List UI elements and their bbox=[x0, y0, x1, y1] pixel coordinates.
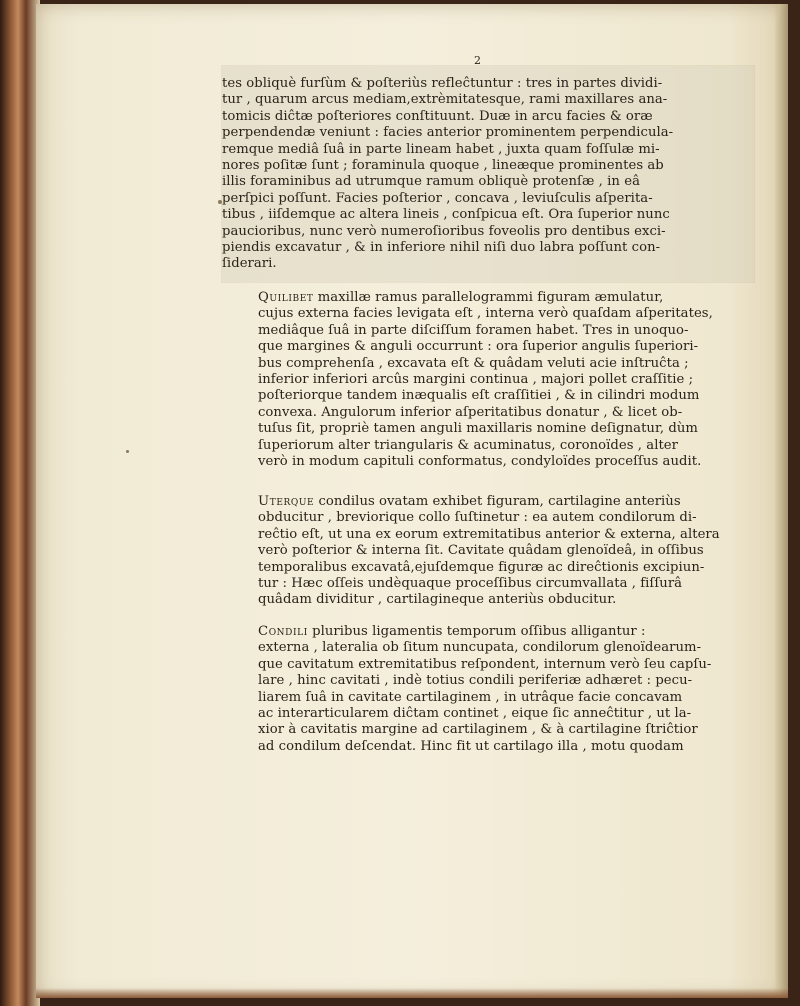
line-text: liarem ſuâ in cavitate cartilaginem , in utrâque facie concavam bbox=[258, 689, 683, 705]
line-text: cujus externa facies levigata eſt , interna verò quaſdam aſperitates, bbox=[258, 306, 713, 322]
text-line bbox=[258, 454, 702, 470]
ink-speck bbox=[126, 450, 129, 453]
text-line bbox=[258, 306, 713, 322]
line-text: quâdam dividitur , cartilagineque anteriùs obducitur. bbox=[258, 592, 617, 608]
line-text: paucioribus, nunc verò numeroſioribus foveolis pro dentibus exci- bbox=[222, 223, 666, 239]
text-line bbox=[258, 559, 705, 576]
line-text: xior à cavitatis margine ad cartilaginem , & à cartilagine ſtriĉtior bbox=[258, 722, 698, 738]
paragraph-lead-word: Condili bbox=[258, 624, 308, 639]
line-text: condilus ovatam exhibet figuram, cartilagine anteriùs bbox=[314, 494, 681, 509]
line-text: ad condilum deſcendat. Hinc fit ut cartilago illa , motu quodam bbox=[258, 738, 684, 754]
line-text: tuſus ſit, propriè tamen anguli maxillaris nomine deſignatur, dùm bbox=[258, 421, 698, 437]
line-text: perſpici poſſunt. Facies poſterior , concava , leviuſculis aſperita- bbox=[222, 190, 653, 206]
paragraph-0 bbox=[222, 76, 698, 273]
line-text: que cavitatum extremitatibus reſpondent, internum verò ſeu capſu- bbox=[258, 656, 712, 672]
line-text: reĉtio eſt, ut una ex eorum extremitatibus anterior & externa, altera bbox=[258, 526, 720, 542]
line-text: tes obliquè furſùm & poſteriùs refleĉtuntur : tres in partes dividi- bbox=[222, 76, 663, 91]
text-line bbox=[258, 510, 698, 526]
line-text: que margines & anguli occurrunt : ora ſuperior angulis ſuperiori- bbox=[258, 339, 699, 355]
line-text: tur , quarum arcus mediam,extrèmitatesque, rami maxillares ana- bbox=[222, 92, 668, 108]
line-text: ſuperiorum alter triangularis & acuminatus, coronoïdes , alter bbox=[258, 437, 679, 453]
paragraph-3 bbox=[258, 624, 712, 755]
text-line bbox=[222, 174, 698, 190]
line-text: temporalibus excavatâ,ejuſdemque figuræ ac direĉtionis excipiun- bbox=[258, 559, 705, 575]
text-line bbox=[258, 706, 698, 722]
page-number: 2 bbox=[474, 54, 481, 67]
text-line bbox=[222, 142, 698, 158]
line-text: lare , hinc cavitati , indè totius condili periferiæ adhæret : pecu- bbox=[258, 673, 693, 689]
paragraph-2 bbox=[258, 494, 720, 609]
line-text: externa , lateralia ob ſitum nuncupata, condilorum glenoïdearum- bbox=[258, 640, 702, 656]
text-line bbox=[258, 438, 698, 454]
text-line bbox=[258, 739, 698, 755]
line-text: poſteriorque tandem inæqualis eſt craſſitiei , & in cilindri modum bbox=[258, 388, 700, 404]
line-text: verò poſterior & interna ſit. Cavitate quâdam glenoïdeâ, in oſſibus bbox=[258, 543, 704, 559]
text-line bbox=[258, 494, 698, 510]
text-line bbox=[258, 640, 702, 656]
text-line bbox=[258, 673, 698, 689]
text-line bbox=[258, 543, 704, 559]
text-line bbox=[222, 76, 698, 92]
line-text: tur : Hæc oſſeis undèquaque proceſſibus circumvallata , fiſſurâ bbox=[258, 576, 683, 592]
text-line bbox=[222, 125, 698, 141]
line-text: perpendendæ veniunt : facies anterior prominentem perpendicula- bbox=[222, 125, 674, 141]
line-text: illis foraminibus ad utrumque ramum obliquè protenſæ , in eâ bbox=[222, 174, 640, 190]
text-line bbox=[222, 224, 698, 240]
text-line bbox=[258, 722, 698, 738]
paragraph-1 bbox=[258, 290, 713, 470]
text-line bbox=[258, 656, 712, 673]
line-text: remque mediâ ſuâ in parte lineam habet , juxta quam foſſulæ mi- bbox=[222, 141, 660, 157]
page-edge-right bbox=[774, 4, 788, 998]
text-line bbox=[222, 109, 698, 125]
text-line bbox=[222, 158, 698, 174]
text-line bbox=[258, 526, 720, 543]
text-line bbox=[258, 356, 698, 372]
text-line bbox=[258, 624, 698, 640]
text-line bbox=[258, 290, 698, 306]
line-text: obducitur , breviorique collo ſuſtinetur : ea autem condilorum di- bbox=[258, 510, 697, 526]
text-line bbox=[258, 576, 698, 592]
text-line bbox=[258, 405, 698, 421]
line-text: tibus , iiſdemque ac altera lineis , conſpicua eſt. Ora ſuperior nunc bbox=[222, 207, 670, 223]
text-line bbox=[258, 592, 698, 608]
line-text: pluribus ligamentis temporum oſſibus alligantur : bbox=[307, 624, 646, 639]
text-line bbox=[222, 256, 698, 272]
text-line bbox=[222, 92, 698, 108]
paragraph-lead-word: Uterque bbox=[258, 494, 315, 509]
text-line bbox=[222, 207, 698, 223]
text-line bbox=[258, 690, 698, 706]
line-text: ac interarticularem diĉtam continet , eique ſic anneĉtitur , ut la- bbox=[258, 706, 692, 722]
text-line bbox=[258, 323, 698, 339]
line-text: bus comprehenſa , excavata eſt & quâdam veluti acie inſtruĉta ; bbox=[258, 355, 689, 371]
line-text: convexa. Angulorum inferior aſperitatibus donatur , & licet ob- bbox=[258, 404, 683, 420]
line-text: ſiderari. bbox=[222, 256, 277, 272]
line-text: mediâque ſuâ in parte diſciſſum foramen habet. Tres in unoquo- bbox=[258, 322, 689, 338]
line-text: verò in modum capituli conformatus, condyloïdes proceſſus audit. bbox=[258, 454, 702, 470]
text-line bbox=[258, 339, 698, 355]
paragraph-lead-word: Quilibet bbox=[258, 290, 314, 305]
text-line bbox=[222, 191, 698, 207]
page-edge-bottom bbox=[36, 988, 788, 998]
ink-speck bbox=[218, 200, 222, 204]
book-binding bbox=[0, 0, 40, 1006]
text-line bbox=[258, 372, 698, 388]
text-line bbox=[222, 240, 698, 256]
line-text: nores poſitæ ſunt ; foraminula quoque , lineæque prominentes ab bbox=[222, 158, 664, 174]
line-text: maxillæ ramus parallelogrammi figuram æmulatur, bbox=[313, 290, 664, 305]
text-line bbox=[258, 421, 698, 437]
line-text: piendis excavatur , & in inferiore nihil niſi duo labra poſſunt con- bbox=[222, 240, 661, 256]
text-line bbox=[258, 388, 698, 404]
line-text: tomicis diĉtæ poſteriores conſtituunt. Duæ in arcu facies & oræ bbox=[222, 108, 653, 124]
line-text: inferior inferiori arcûs margini continua , majori pollet craſſitie ; bbox=[258, 372, 694, 388]
